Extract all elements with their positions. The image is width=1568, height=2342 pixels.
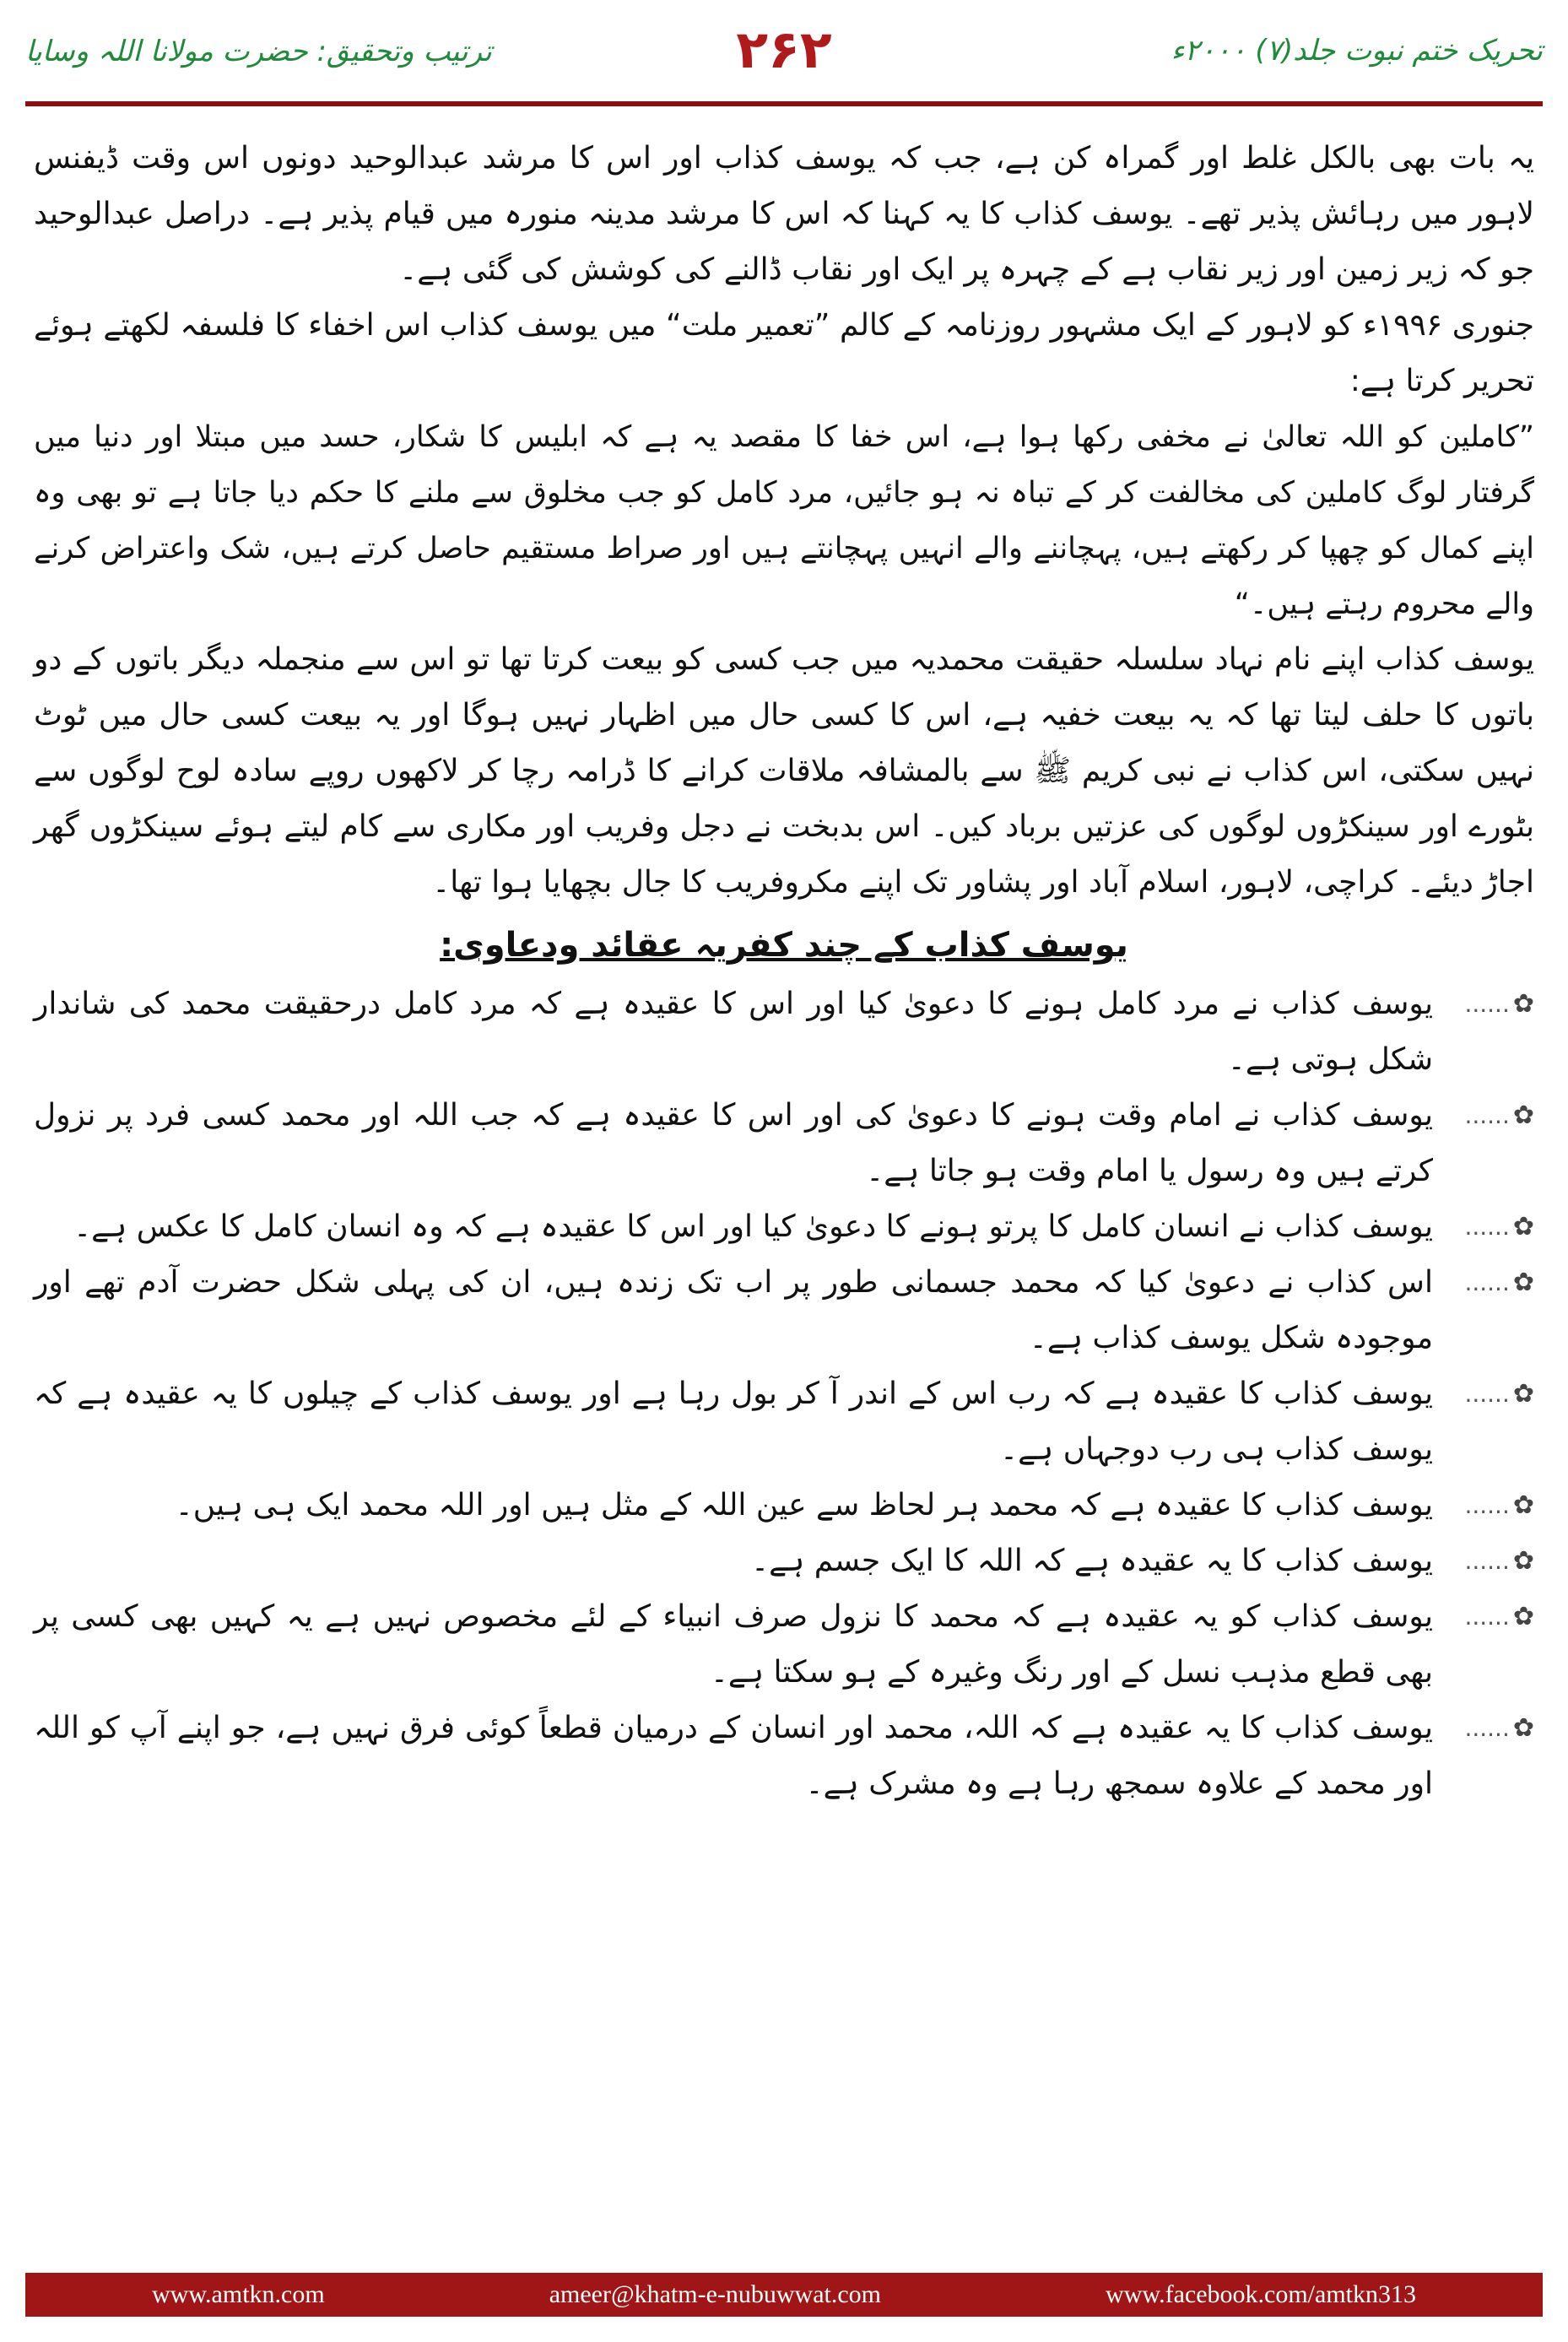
list-item — [34, 1255, 1534, 1366]
footer-email-link[interactable]: ameer@khatm-e-nubuwwat.com — [549, 2280, 882, 2308]
bullet-dots: ...... — [1464, 1603, 1510, 1631]
paragraph: یہ بات بھی بالکل غلط اور گمراہ کن ہے، جب کہ یوسف کذاب اور اس کا مرشد عبدالوحید دونوں اس وقت ڈیفنس لاہور میں رہائش پذیر تھے۔ یوسف کذاب کا یہ کہنا کہ اس کا مرشد مدینہ منورہ میں قیام پذیر ہے۔ دراصل عبدالوحید جو کہ زیر زمین اور زیر نقاب ہے کے چہرہ پر ایک اور نقاب ڈالنے کی کوشش کی گئی ہے۔ — [34, 141, 1534, 287]
list-item-text: یوسف کذاب نے مرد کامل ہونے کا دعویٰ کیا اور اس کا عقیدہ ہے کہ مرد کامل درحقیقت محمد کی شاندار شکل ہوتی ہے۔ — [34, 987, 1433, 1077]
list-item-text: یوسف کذاب کا یہ عقیدہ ہے کہ اللہ کا ایک جسم ہے۔ — [751, 1544, 1433, 1578]
bullet-marker — [1441, 1478, 1534, 1533]
bullet-dots: ...... — [1464, 990, 1510, 1018]
list-item-text: یوسف کذاب نے امام وقت ہونے کا دعویٰ کی اور اس کا عقیدہ ہے کہ جب اللہ اور محمد کسی فرد پر نزول کرتے ہیں وہ رسول یا امام وقت ہو جاتا ہے۔ — [34, 1098, 1433, 1188]
bullet-marker — [1441, 1199, 1534, 1255]
list-item — [34, 1478, 1534, 1533]
flower-star-icon: ✿ — [1512, 1101, 1534, 1130]
paragraph: یوسف کذاب اپنے نام نہاد سلسلہ حقیقت محمدیہ میں جب کسی کو بیعت کرتا تھا تو اس سے منجملہ دیگر باتوں کے دو باتوں کا حلف لیتا تھا کہ یہ بیعت خفیہ ہے، اس کا کسی حال میں اظہار نہیں ہوگا اور یہ بیعت کسی حال میں ٹوٹ نہیں سکتی، اس کذاب نے نبی کریم ﷺ سے بالمشافہ ملاقات کرانے کا ڈرامہ رچا کر لاکھوں روپے سادہ لوح لوگوں سے بٹورے اور سینکڑوں لوگوں کی عزتیں برباد کیں۔ اس بدبخت نے دجل وفریب اور مکاری سے کام لیتے ہوئے سینکڑوں گھر اجاڑ دیئے۔ کراچی، لاہور، اسلام آباد اور پشاور تک اپنے مکروفریب کا جال بچھایا ہوا تھا۔ — [34, 642, 1534, 900]
footer-website-link[interactable]: www.amtkn.com — [152, 2280, 325, 2308]
bullet-marker — [1441, 1366, 1534, 1422]
bullet-dots: ...... — [1464, 1380, 1510, 1408]
bullet-marker — [1441, 976, 1534, 1032]
bullet-dots: ...... — [1464, 1714, 1510, 1742]
list-item — [34, 1701, 1534, 1812]
section-heading: یوسف کذاب کے چند کفریہ عقائد ودعاوی: — [440, 926, 1128, 965]
list-item — [34, 1533, 1534, 1589]
flower-star-icon: ✿ — [1512, 1268, 1534, 1297]
header-divider — [25, 101, 1543, 106]
list-item-text: یوسف کذاب کا یہ عقیدہ ہے کہ اللہ، محمد اور انسان کے درمیان قطعاً کوئی فرق نہیں ہے، جو اپنے آپ کو اللہ اور محمد کے علاوہ سمجھ رہا ہے وہ مشرک ہے۔ — [34, 1711, 1433, 1801]
footer-facebook-link[interactable]: www.facebook.com/amtkn313 — [1106, 2280, 1416, 2308]
bullet-marker — [1441, 1088, 1534, 1144]
bullet-marker — [1441, 1701, 1534, 1756]
list-item — [34, 976, 1534, 1088]
list-item-text: یوسف کذاب نے انسان کامل کا پرتو ہونے کا دعویٰ کیا اور اس کا عقیدہ ہے کہ وہ انسان کامل کا عکس ہے۔ — [73, 1209, 1433, 1244]
header-compiler: ترتیب وتحقیق: حضرت مولانا اللہ وسایا — [25, 35, 492, 68]
bullet-dots: ...... — [1464, 1213, 1510, 1241]
paragraph: جنوری ۱۹۹۶ء کو لاہور کے ایک مشہور روزنامہ کے کالم ”تعمیر ملت“ میں یوسف کذاب اس اخفاء کا فلسفہ لکھتے ہوئے تحریر کرتا ہے: — [34, 308, 1534, 398]
flower-star-icon: ✿ — [1512, 1379, 1534, 1409]
list-item — [34, 1589, 1534, 1701]
page-number: ۲۶۲ — [736, 19, 832, 80]
list-item — [34, 1088, 1534, 1199]
flower-star-icon: ✿ — [1512, 1212, 1534, 1241]
bullet-dots: ...... — [1464, 1101, 1510, 1129]
flower-star-icon: ✿ — [1512, 1546, 1534, 1576]
list-item — [34, 1199, 1534, 1255]
bullet-dots: ...... — [1464, 1268, 1510, 1296]
header-book-title: تحریک ختم نبوت جلد(۷) ۲۰۰۰ء — [1171, 34, 1543, 68]
bullet-dots: ...... — [1464, 1491, 1510, 1519]
flower-star-icon: ✿ — [1512, 989, 1534, 1019]
list-item — [34, 1366, 1534, 1478]
bullet-marker — [1441, 1589, 1534, 1645]
page-header — [25, 0, 1543, 105]
list-item-text: یوسف کذاب کا عقیدہ ہے کہ محمد ہر لحاظ سے عین اللہ کے مثل ہیں اور اللہ محمد ایک ہی ہیں۔ — [175, 1488, 1433, 1523]
page-footer — [25, 2273, 1543, 2317]
quotation: ”کاملین کو اللہ تعالیٰ نے مخفی رکھا ہوا ہے، اس خفا کا مقصد یہ ہے کہ ابلیس کا شکار، حسد میں مبتلا اور دنیا میں گرفتار لوگ کاملین کی مخالفت کر کے تباہ نہ ہو جائیں، مرد کامل کو جب مخلوق سے ملنے کا حکم دیا جاتا ہے تو بھی وہ اپنے کمال کو چھپا کر رکھتے ہیں، پہچاننے والے انہیں پہچانتے ہیں اور صراط مستقیم حاصل کرتے ہیں، شک واعتراض کرنے والے محروم رہتے ہیں۔“ — [34, 420, 1534, 621]
page-body — [34, 131, 1534, 2232]
bullet-marker — [1441, 1255, 1534, 1311]
bullet-dots: ...... — [1464, 1547, 1510, 1575]
beliefs-list — [34, 976, 1534, 1812]
flower-star-icon: ✿ — [1512, 1713, 1534, 1743]
list-item-text: یوسف کذاب کو یہ عقیدہ ہے کہ محمد کا نزول صرف انبیاء کے لئے مخصوص نہیں ہے یہ کہیں بھی کسی پر بھی قطع مذہب نسل کے اور رنگ وغیرہ کے ہو سکتا ہے۔ — [34, 1599, 1433, 1690]
flower-star-icon: ✿ — [1512, 1602, 1534, 1631]
flower-star-icon: ✿ — [1512, 1490, 1534, 1520]
list-item-text: یوسف کذاب کا عقیدہ ہے کہ رب اس کے اندر آ کر بول رہا ہے اور یوسف کذاب کے چیلوں کا یہ عقیدہ ہے کہ یوسف کذاب ہی رب دوجہاں ہے۔ — [34, 1377, 1433, 1467]
bullet-marker — [1441, 1533, 1534, 1589]
list-item-text: اس کذاب نے دعویٰ کیا کہ محمد جسمانی طور پر اب تک زندہ ہیں، ان کی پہلی شکل حضرت آدم تھے اور موجودہ شکل یوسف کذاب ہے۔ — [34, 1265, 1433, 1355]
